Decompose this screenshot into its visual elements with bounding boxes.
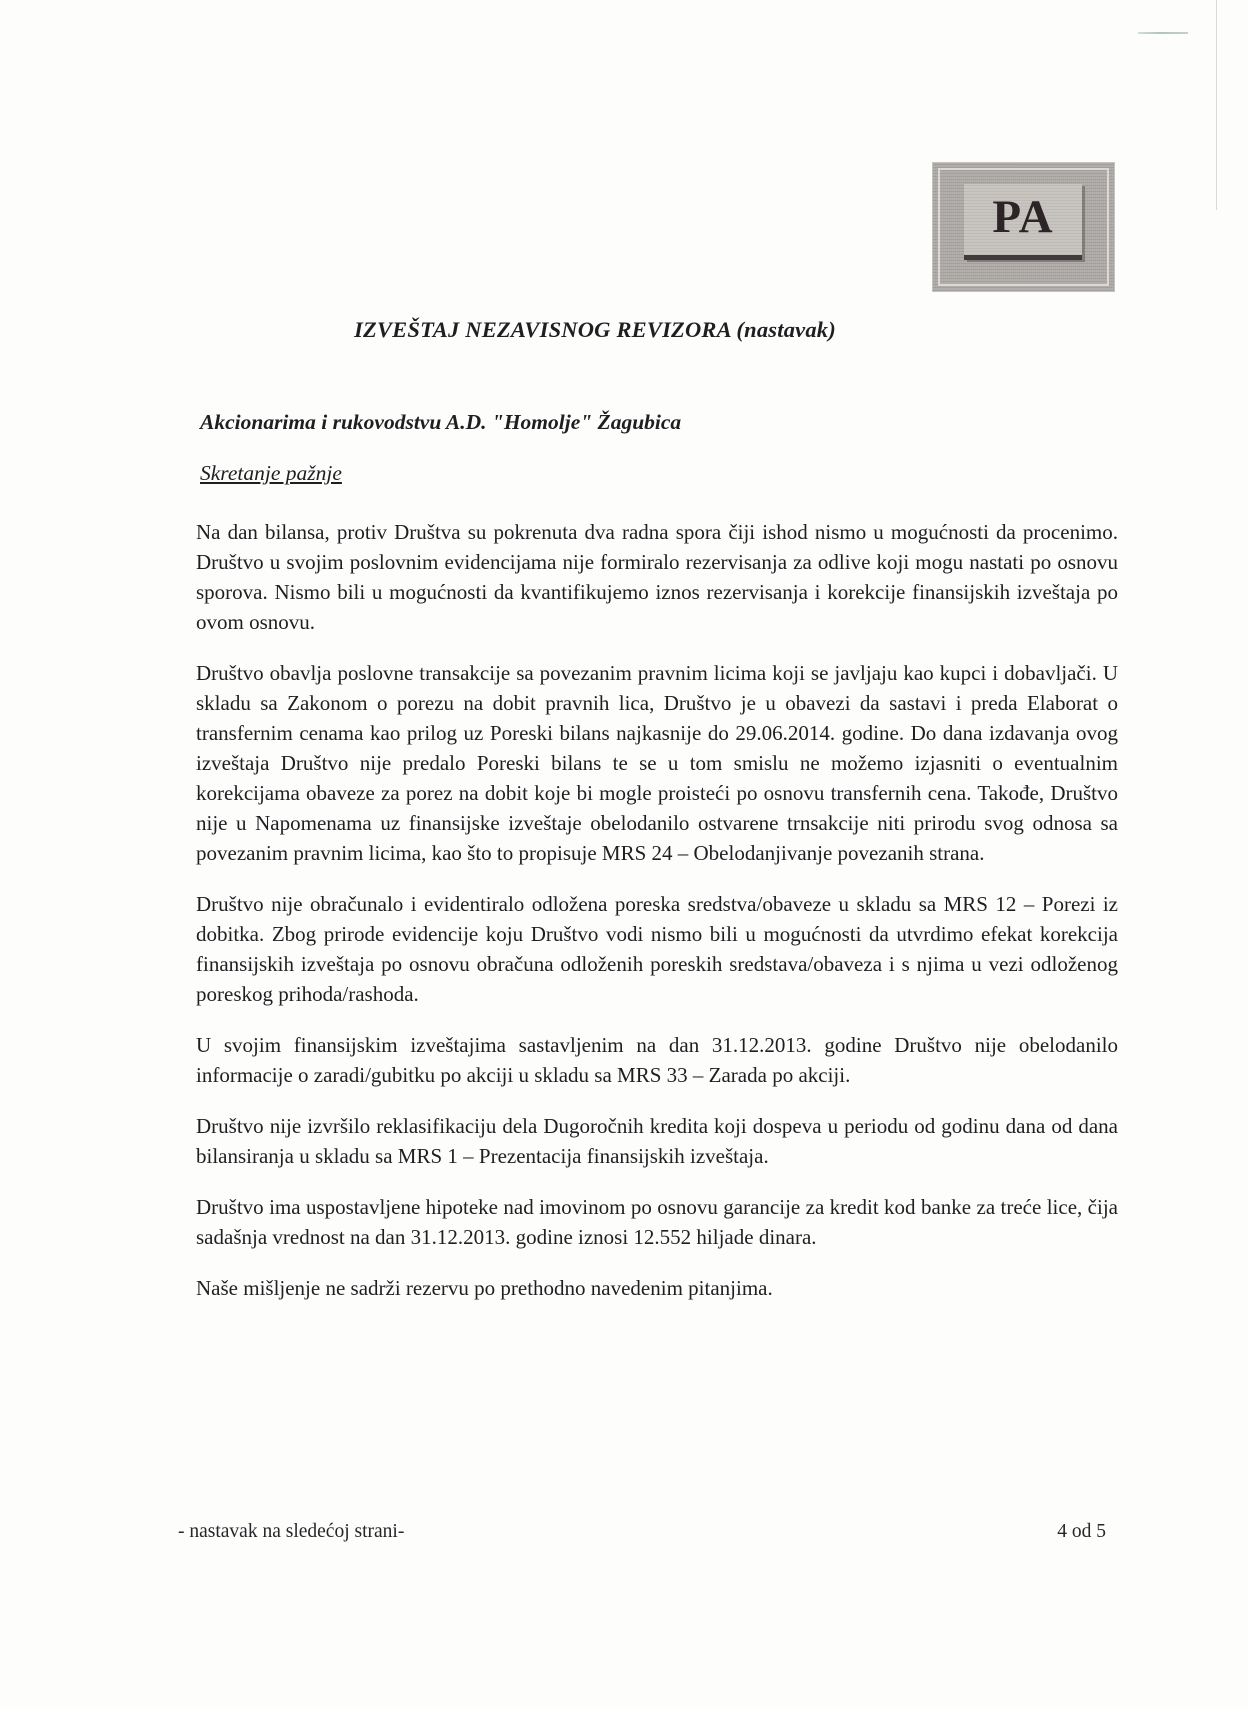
footer-page-number: 4 od 5 — [1057, 1521, 1106, 1542]
paragraph-mortgages: Društvo ima uspostavljene hipoteke nad imovinom po osnovu garancije za kredit kod banke za treće lice, čija sadašnja vrednost na dan 31.12.2013. godine iznosi 12.552 hiljade dinara. — [196, 1195, 1118, 1249]
report-body — [196, 517, 1118, 1324]
paragraph-earnings-per-share: U svojim finansijskim izveštajima sastavljenim na dan 31.12.2013. godine Društvo nije obelodanilo informacije o zaradi/gubitku po akciji u skladu sa MRS 33 – Zarada po akciji. — [196, 1033, 1118, 1087]
logo-text: PA — [992, 191, 1054, 243]
scan-artifact-line — [1216, 0, 1217, 210]
paragraph-opinion-note: Naše mišljenje ne sadrži rezervu po prethodno navedenim pitanjima. — [196, 1276, 773, 1300]
scan-artifact-dash — [1138, 32, 1188, 34]
section-heading: Skretanje pažnje — [200, 461, 342, 485]
paragraph-related-parties: Društvo obavlja poslovne transakcije sa povezanim pravnim licima koji se javljaju kao kupci i dobavljači. U skladu sa Zakonom o porezu na dobit pravnih lica, Društvo je u obavezi da sastavi i preda Elaborat o transfernim cenama kao prilog uz Poreski bilans najkasnije do 29.06.2014. godine. Do dana izdavanja ovog izveštaja Društvo nije predalo Poreski bilans te se u tom smislu ne možemo izjasniti o eventualnim korekcijama obaveze za porez na dobit koje bi mogle proisteći po osnovu transfernih cena. Takođe, Društvo nije u Napomenama uz finansijske izveštaje obelodanilo ostvarene trnsakcije niti prirodu svog odnosa sa povezanim pravnim licima, kao što to propisuje MRS 24 – Obelodanjivanje povezanih strana. — [196, 661, 1118, 865]
page-footer — [178, 1521, 1106, 1543]
paragraph-loan-reclassification: Društvo nije izvršilo reklasifikaciju dela Dugoročnih kredita koji dospeva u periodu od godinu dana od dana bilansiranja u skladu sa MRS 1 – Prezentacija finansijskih izveštaja. — [196, 1114, 1118, 1168]
footer-continuation-note: - nastavak na sledećoj strani- — [178, 1521, 405, 1542]
report-title: IZVEŠTAJ NEZAVISNOG REVIZORA (nastavak) — [354, 317, 836, 342]
company-stamp-logo — [933, 163, 1114, 291]
logo-plate — [964, 184, 1082, 260]
paragraph-deferred-tax: Društvo nije obračunalo i evidentiralo odložena poreska sredstva/obaveze u skladu sa MRS 12 – Porezi iz dobitka. Zbog prirode evidencije koju Društvo vodi nismo bili u mogućnosti da utvrdimo efekat korekcija finansijskih izveštaja po osnovu obračuna odloženih poreskih sredstava/obaveza i s njima u vezi odloženog poreskog prihoda/rashoda. — [196, 892, 1118, 1006]
addressee-line: Akcionarima i rukovodstvu A.D. "Homolje" Žagubica — [200, 410, 682, 434]
paragraph-court-disputes: Na dan bilansa, protiv Društva su pokrenuta dva radna spora čiji ishod nismo u mogućnosti da procenimo. Društvo u svojim poslovnim evidencijama nije formiralo rezervisanja za odlive koji mogu nastati po osnovu sporova. Nismo bili u mogućnosti da kvantifikujemo iznos rezervisanja i korekcije finansijskih izveštaja po ovom osnovu. — [196, 520, 1118, 634]
